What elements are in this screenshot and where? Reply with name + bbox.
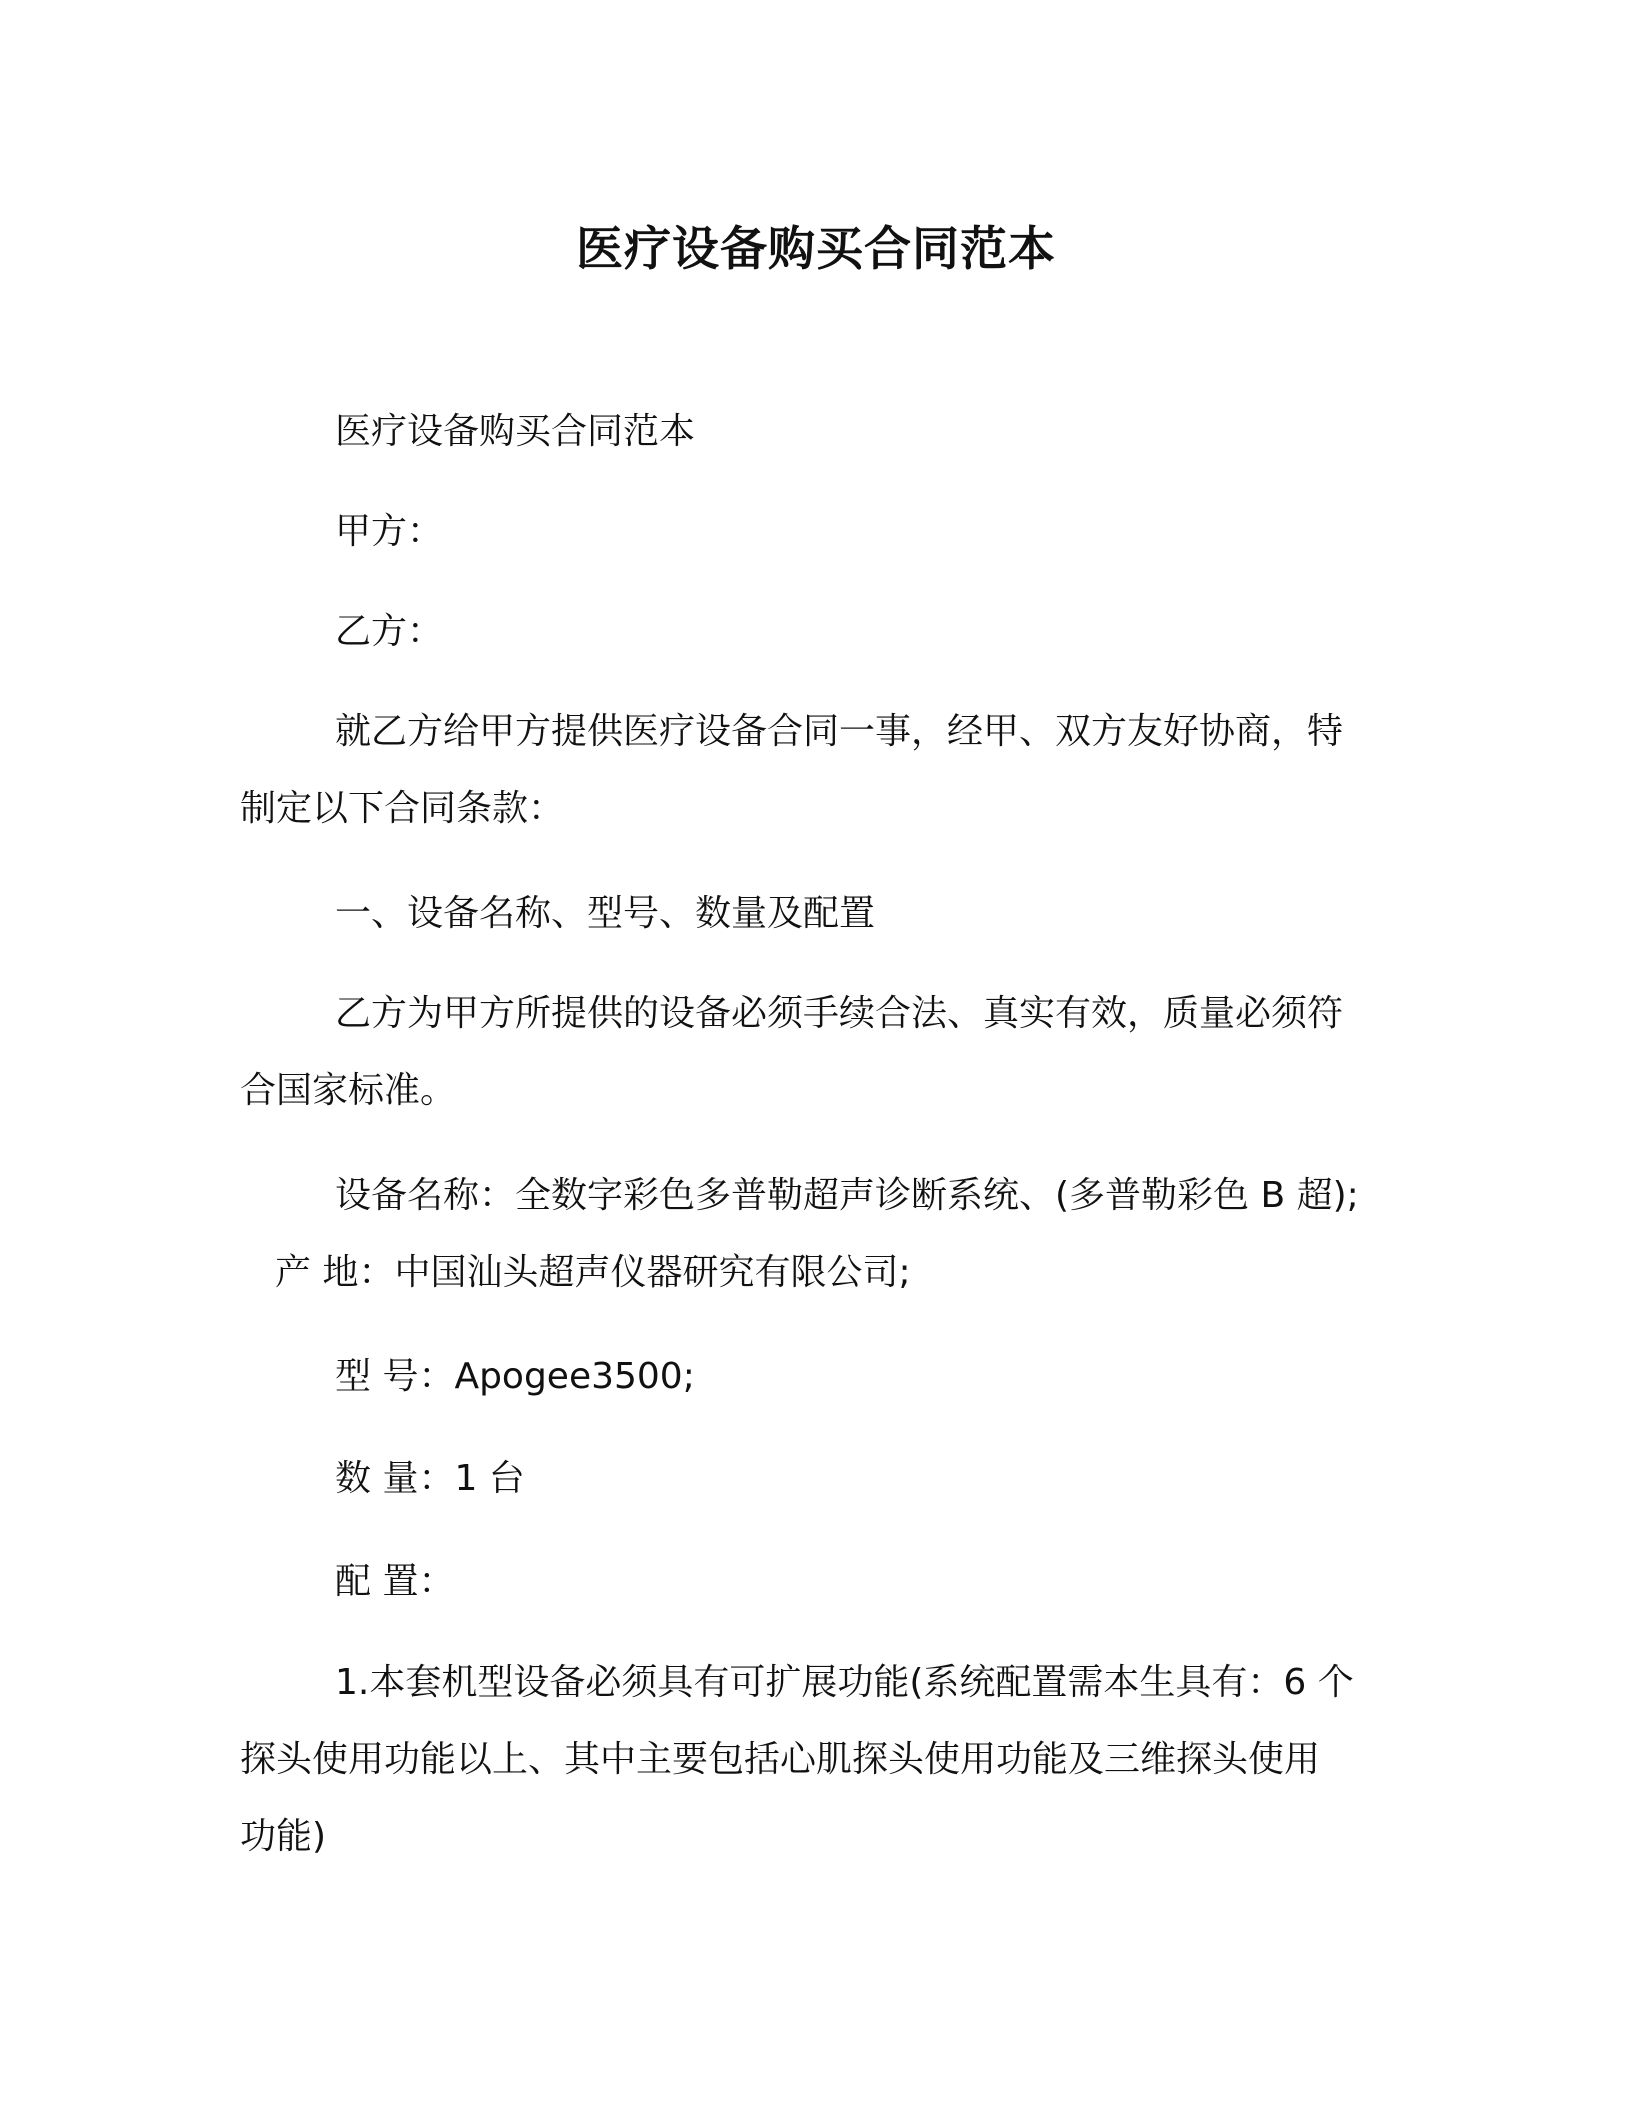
paragraph-party-b bbox=[240, 593, 1390, 670]
section-heading-1 bbox=[240, 875, 1390, 952]
paragraph-quality bbox=[240, 975, 1390, 1129]
paragraph-line: 型 号：Apogee3500; bbox=[335, 1356, 695, 1397]
paragraph-line: 合国家标准。 bbox=[240, 1070, 457, 1111]
paragraph-quantity bbox=[240, 1440, 1390, 1517]
paragraph-line: 1.本套机型设备必须具有可扩展功能(系统配置需本生具有：6 个 bbox=[335, 1662, 1354, 1703]
paragraph-model bbox=[240, 1338, 1390, 1415]
paragraph-line: 数 量：1 台 bbox=[335, 1458, 525, 1499]
paragraph-line: 配 置： bbox=[335, 1561, 455, 1602]
paragraph-equipment-name bbox=[240, 1157, 1390, 1311]
paragraph-preamble bbox=[240, 693, 1390, 847]
paragraph-line: 设备名称：全数字彩色多普勒超声诊断系统、(多普勒彩色 B 超); bbox=[335, 1175, 1359, 1216]
paragraph-line: 制定以下合同条款： bbox=[240, 788, 565, 829]
paragraph-subtitle bbox=[240, 393, 1390, 470]
document-title: 医疗设备购买合同范本 bbox=[576, 222, 1056, 277]
paragraph-line: 医疗设备购买合同范本 bbox=[335, 411, 696, 452]
paragraph-line: 一、设备名称、型号、数量及配置 bbox=[335, 893, 876, 934]
paragraph-line: 就乙方给甲方提供医疗设备合同一事，经甲、双方友好协商，特 bbox=[335, 711, 1344, 752]
paragraph-configuration bbox=[240, 1543, 1390, 1620]
paragraph-line: 乙方为甲方所提供的设备必须手续合法、真实有效，质量必须符 bbox=[335, 993, 1344, 1034]
paragraph-line: 产 地：中国汕头超声仪器研究有限公司; bbox=[275, 1252, 911, 1293]
paragraph-line: 功能) bbox=[240, 1816, 327, 1857]
paragraph-line: 乙方： bbox=[335, 611, 444, 652]
paragraph-line: 探头使用功能以上、其中主要包括心肌探头使用功能及三维探头使用 bbox=[240, 1739, 1321, 1780]
paragraph-config-item-1 bbox=[240, 1644, 1390, 1875]
paragraph-line: 甲方： bbox=[335, 511, 444, 552]
paragraph-party-a bbox=[240, 493, 1390, 570]
